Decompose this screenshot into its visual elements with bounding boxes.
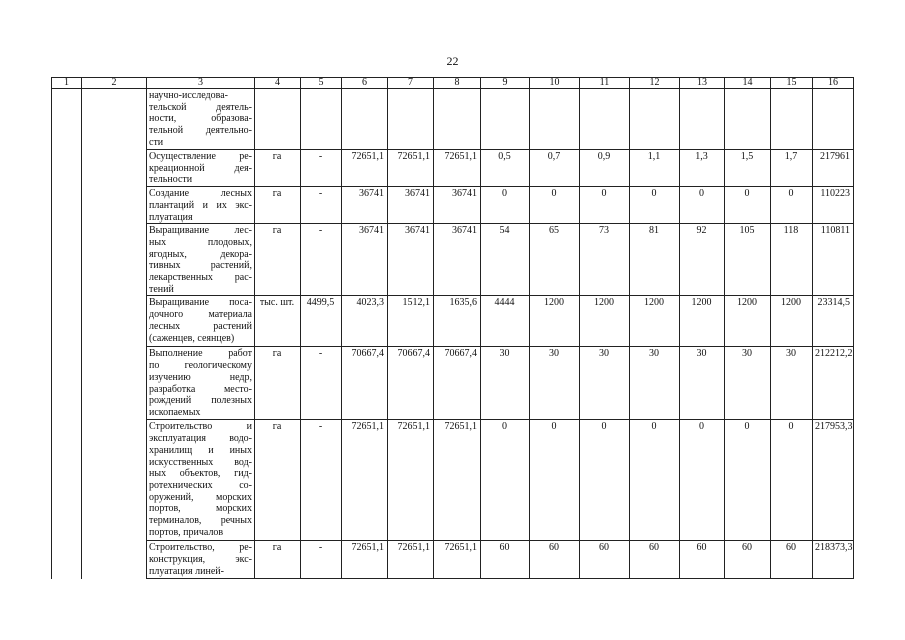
table-row xyxy=(52,187,854,224)
value-cell: 110811 xyxy=(813,224,854,296)
value-cell: 105 xyxy=(725,224,771,296)
description-line: Выращивание поса- xyxy=(149,297,252,309)
table-row xyxy=(52,89,854,150)
table-cell xyxy=(52,541,82,579)
column-header: 12 xyxy=(630,78,680,89)
value-cell: 1200 xyxy=(725,296,771,347)
activity-description xyxy=(147,541,255,579)
value-cell: 60 xyxy=(580,541,630,579)
table-cell xyxy=(52,224,82,296)
description-line: Строительство и xyxy=(149,421,252,433)
value-cell: 30 xyxy=(771,347,813,420)
value-cell: 0 xyxy=(680,187,725,224)
table-row xyxy=(52,420,854,541)
unit-cell: га xyxy=(255,187,301,224)
value-cell: 1200 xyxy=(630,296,680,347)
description-line: тельной деятельно- xyxy=(149,125,252,137)
value-cell: 4499,5 xyxy=(301,296,342,347)
value-cell: 0 xyxy=(771,187,813,224)
column-header: 8 xyxy=(434,78,481,89)
value-cell: 36741 xyxy=(434,224,481,296)
description-line: по геологическому xyxy=(149,360,252,372)
value-cell: 30 xyxy=(580,347,630,420)
activity-description xyxy=(147,420,255,541)
table-cell xyxy=(82,347,147,420)
activity-description xyxy=(147,89,255,150)
table-cell xyxy=(52,187,82,224)
description-line: научно-исследова- xyxy=(149,90,228,101)
description-line: плуатация xyxy=(149,211,193,223)
value-cell: - xyxy=(301,150,342,187)
column-header: 1 xyxy=(52,78,82,89)
value-cell: - xyxy=(301,347,342,420)
activity-description xyxy=(147,150,255,187)
value-cell: 54 xyxy=(481,224,530,296)
value-cell: 0 xyxy=(481,187,530,224)
table-cell xyxy=(52,296,82,347)
description-line: Осуществление ре- xyxy=(149,151,252,162)
description-line: тельской деятель- xyxy=(149,101,252,113)
table-cell xyxy=(82,296,147,347)
header-row xyxy=(52,78,854,89)
value-cell: 73 xyxy=(580,224,630,296)
unit-cell: га xyxy=(255,347,301,420)
value-cell xyxy=(530,89,580,150)
value-cell: 0 xyxy=(771,420,813,541)
description-line: ных плодовых, xyxy=(149,236,252,248)
value-cell: 0,5 xyxy=(481,150,530,187)
value-cell: 217953,3 xyxy=(813,420,854,541)
description-line: хранилищ и иных xyxy=(149,444,252,456)
value-cell: 1,3 xyxy=(680,150,725,187)
description-line: тений xyxy=(149,283,174,295)
description-line: ности, образова- xyxy=(149,113,252,125)
value-cell: 0 xyxy=(630,187,680,224)
activity-description xyxy=(147,224,255,296)
value-cell: 0 xyxy=(530,420,580,541)
value-cell: 1200 xyxy=(680,296,725,347)
description-line: ископаемых xyxy=(149,406,201,418)
description-line: терминалов, речных xyxy=(149,515,252,527)
value-cell: 36741 xyxy=(388,187,434,224)
data-table xyxy=(51,77,854,579)
value-cell: 72651,1 xyxy=(342,150,388,187)
value-cell xyxy=(388,89,434,150)
column-header: 14 xyxy=(725,78,771,89)
description-line: Создание лесных xyxy=(149,188,252,200)
value-cell xyxy=(481,89,530,150)
value-cell: 30 xyxy=(481,347,530,420)
description-line: лекарственных рас- xyxy=(149,272,252,284)
value-cell: 60 xyxy=(725,541,771,579)
value-cell: 4444 xyxy=(481,296,530,347)
value-cell: 118 xyxy=(771,224,813,296)
description-line: искусственных вод- xyxy=(149,456,252,468)
value-cell: 72651,1 xyxy=(434,150,481,187)
value-cell: 0 xyxy=(580,420,630,541)
table-cell xyxy=(52,347,82,420)
description-line: тивных растений, xyxy=(149,260,252,272)
table-cell xyxy=(82,420,147,541)
description-line: Выполнение работ xyxy=(149,348,252,360)
column-header: 9 xyxy=(481,78,530,89)
value-cell: 36741 xyxy=(342,187,388,224)
column-header: 13 xyxy=(680,78,725,89)
value-cell xyxy=(771,89,813,150)
description-line: ягодных, декора- xyxy=(149,248,252,260)
page-number: 22 xyxy=(446,54,459,68)
description-line: портов, морских xyxy=(149,503,252,515)
value-cell: 30 xyxy=(630,347,680,420)
activity-description xyxy=(147,296,255,347)
column-header: 11 xyxy=(580,78,630,89)
unit-cell: га xyxy=(255,150,301,187)
value-cell xyxy=(434,89,481,150)
value-cell: 65 xyxy=(530,224,580,296)
value-cell: 36741 xyxy=(434,187,481,224)
value-cell: 60 xyxy=(630,541,680,579)
value-cell: 60 xyxy=(481,541,530,579)
table-cell xyxy=(52,89,82,150)
description-line: ротехнических со- xyxy=(149,479,252,491)
unit-cell xyxy=(255,89,301,150)
table-row xyxy=(52,541,854,579)
description-line: креационной дея- xyxy=(149,162,252,174)
value-cell: 1,1 xyxy=(630,150,680,187)
value-cell: 1200 xyxy=(580,296,630,347)
column-header: 5 xyxy=(301,78,342,89)
value-cell: 70667,4 xyxy=(342,347,388,420)
value-cell xyxy=(680,89,725,150)
value-cell: 218373,3 xyxy=(813,541,854,579)
column-header: 3 xyxy=(147,78,255,89)
description-line: дочного материала xyxy=(149,309,252,321)
value-cell: - xyxy=(301,224,342,296)
column-header: 10 xyxy=(530,78,580,89)
description-line: тельности xyxy=(149,174,193,186)
value-cell: 217961 xyxy=(813,150,854,187)
table-row xyxy=(52,150,854,187)
column-header: 4 xyxy=(255,78,301,89)
value-cell: 30 xyxy=(725,347,771,420)
description-line: рождений полезных xyxy=(149,395,252,407)
table-row xyxy=(52,296,854,347)
value-cell: 72651,1 xyxy=(342,541,388,579)
value-cell: 1,5 xyxy=(725,150,771,187)
value-cell: 36741 xyxy=(342,224,388,296)
value-cell xyxy=(630,89,680,150)
table-cell xyxy=(82,150,147,187)
value-cell: 30 xyxy=(680,347,725,420)
column-header: 2 xyxy=(82,78,147,89)
value-cell: 72651,1 xyxy=(434,420,481,541)
value-cell xyxy=(725,89,771,150)
description-line: портов, причалов xyxy=(149,526,224,538)
activity-description xyxy=(147,347,255,420)
value-cell: - xyxy=(301,541,342,579)
value-cell: 60 xyxy=(680,541,725,579)
value-cell: 92 xyxy=(680,224,725,296)
value-cell: 72651,1 xyxy=(342,420,388,541)
value-cell xyxy=(813,89,854,150)
description-line: Строительство, ре- xyxy=(149,542,252,554)
value-cell: 4023,3 xyxy=(342,296,388,347)
value-cell: 72651,1 xyxy=(388,150,434,187)
unit-cell: га xyxy=(255,420,301,541)
description-line: разработка место- xyxy=(149,383,252,395)
value-cell: 1,7 xyxy=(771,150,813,187)
value-cell: 1635,6 xyxy=(434,296,481,347)
value-cell: 0 xyxy=(725,187,771,224)
description-line: изучению недр, xyxy=(149,371,252,383)
value-cell: 81 xyxy=(630,224,680,296)
description-line: (саженцев, сеянцев) xyxy=(149,332,235,344)
value-cell: - xyxy=(301,187,342,224)
unit-cell: тыс. шт. xyxy=(255,296,301,347)
column-header: 7 xyxy=(388,78,434,89)
value-cell xyxy=(342,89,388,150)
unit-cell: га xyxy=(255,224,301,296)
value-cell: 72651,1 xyxy=(388,541,434,579)
table-cell xyxy=(82,187,147,224)
description-line: Выращивание лес- xyxy=(149,225,252,237)
table-cell xyxy=(82,89,147,150)
description-line: эксплуатация водо- xyxy=(149,433,252,445)
value-cell: 0,9 xyxy=(580,150,630,187)
unit-cell: га xyxy=(255,541,301,579)
value-cell: 1512,1 xyxy=(388,296,434,347)
description-line: оружений, морских xyxy=(149,491,252,503)
value-cell: 72651,1 xyxy=(434,541,481,579)
value-cell: 0 xyxy=(530,187,580,224)
value-cell: 110223 xyxy=(813,187,854,224)
value-cell: 0 xyxy=(725,420,771,541)
table-cell xyxy=(82,541,147,579)
value-cell xyxy=(301,89,342,150)
column-header: 16 xyxy=(813,78,854,89)
table-cell xyxy=(52,150,82,187)
description-line: сти xyxy=(149,136,164,148)
column-header: 15 xyxy=(771,78,813,89)
description-line: ных объектов, гид- xyxy=(149,468,252,480)
value-cell: 0 xyxy=(630,420,680,541)
value-cell: 1200 xyxy=(771,296,813,347)
value-cell: 1200 xyxy=(530,296,580,347)
table-cell xyxy=(82,224,147,296)
value-cell: 60 xyxy=(530,541,580,579)
table-row xyxy=(52,224,854,296)
description-line: конструкция, экс- xyxy=(149,554,252,566)
table-row xyxy=(52,347,854,420)
value-cell: 70667,4 xyxy=(434,347,481,420)
value-cell: 30 xyxy=(530,347,580,420)
description-line: плуатация линей- xyxy=(149,565,224,577)
value-cell: 212212,2 xyxy=(813,347,854,420)
value-cell: 0 xyxy=(680,420,725,541)
value-cell: 60 xyxy=(771,541,813,579)
column-header: 6 xyxy=(342,78,388,89)
value-cell: 70667,4 xyxy=(388,347,434,420)
table-cell xyxy=(52,420,82,541)
description-line: плантаций и их экс- xyxy=(149,199,252,211)
value-cell: 0 xyxy=(580,187,630,224)
value-cell: 72651,1 xyxy=(388,420,434,541)
value-cell: 0,7 xyxy=(530,150,580,187)
value-cell xyxy=(580,89,630,150)
value-cell: 23314,5 xyxy=(813,296,854,347)
value-cell: - xyxy=(301,420,342,541)
description-line: лесных растений xyxy=(149,320,252,332)
activity-description xyxy=(147,187,255,224)
value-cell: 0 xyxy=(481,420,530,541)
value-cell: 36741 xyxy=(388,224,434,296)
